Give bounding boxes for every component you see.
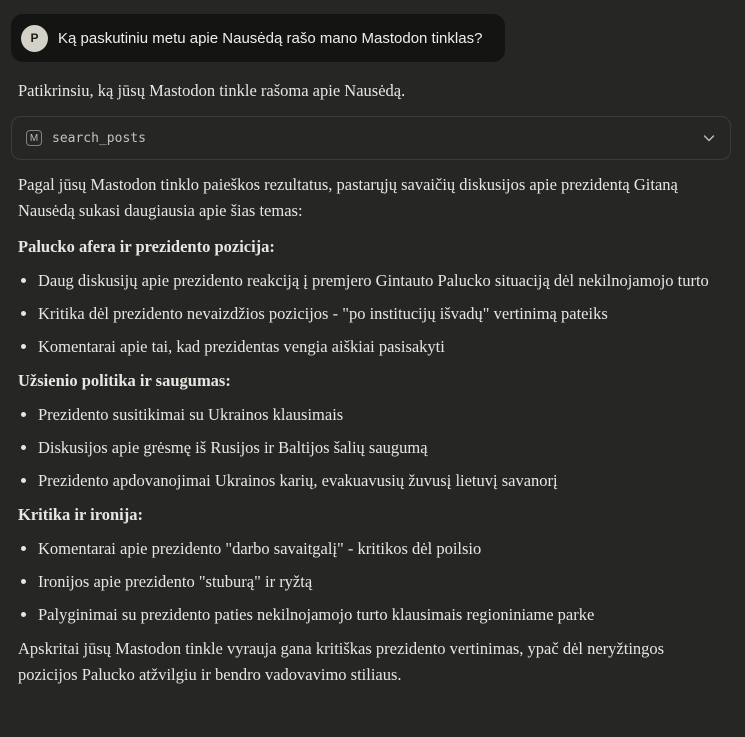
- list-item: • Komentarai apie tai, kad prezidentas vengia aiškiai pasisakyti: [38, 334, 718, 360]
- assistant-intro-block: [18, 78, 718, 104]
- summary-intro: Pagal jūsų Mastodon tinklo paieškos rezultatus, pastarųjų savaičių diskusijos apie prezidentą Gitaną Nausėdą sukasi daugiausia apie šias temas:: [18, 175, 678, 220]
- section-list: [18, 402, 718, 494]
- user-message-bubble: [11, 14, 505, 62]
- tool-call-name: search_posts: [52, 130, 146, 146]
- list-item: • Diskusijos apie grėsmę iš Rusijos ir Baltijos šalių saugumą: [38, 435, 718, 461]
- section-heading: Užsienio politika ir saugumas:: [18, 371, 231, 390]
- list-item: • Palyginimai su prezidento paties nekilnojamojo turto klausimais regioniniame parke: [38, 602, 718, 628]
- conclusion-text: Apskritai jūsų Mastodon tinkle vyrauja gana kritiškas prezidento vertinimas, ypač dėl neryžtingos pozicijos Palucko atžvilgiu ir bendro vadovavimo stiliaus.: [18, 639, 665, 684]
- user-message-text: Ką paskutiniu metu apie Nausėdą rašo mano Mastodon tinklas?: [58, 29, 483, 47]
- section-heading: Palucko afera ir prezidento pozicija:: [18, 237, 275, 256]
- mastodon-tool-icon: M: [26, 130, 42, 146]
- assistant-intro-text: Patikrinsiu, ką jūsų Mastodon tinkle rašoma apie Nausėdą.: [18, 81, 406, 100]
- assistant-response-body: [18, 172, 718, 698]
- list-item: • Kritika dėl prezidento nevaizdžios pozicijos - "po institucijų išvadų" vertinimą pateiks: [38, 301, 718, 327]
- list-item: • Prezidento susitikimai su Ukrainos klausimais: [38, 402, 718, 428]
- section-list: [18, 536, 718, 628]
- user-avatar: P: [21, 25, 48, 52]
- list-item: • Ironijos apie prezidento "stuburą" ir ryžtą: [38, 569, 718, 595]
- chevron-down-icon: [702, 131, 716, 145]
- list-item: • Komentarai apie prezidento "darbo savaitgalį" - kritikos dėl poilsio: [38, 536, 718, 562]
- section-list: [18, 268, 718, 360]
- list-item: • Prezidento apdovanojimai Ukrainos karių, evakuavusių žuvusį lietuvį savanorį: [38, 468, 718, 494]
- tool-call-toggle[interactable]: [11, 116, 731, 160]
- section-heading: Kritika ir ironija:: [18, 505, 143, 524]
- list-item: • Daug diskusijų apie prezidento reakciją į premjero Gintauto Palucko situaciją dėl nekilnojamojo turto: [38, 268, 718, 294]
